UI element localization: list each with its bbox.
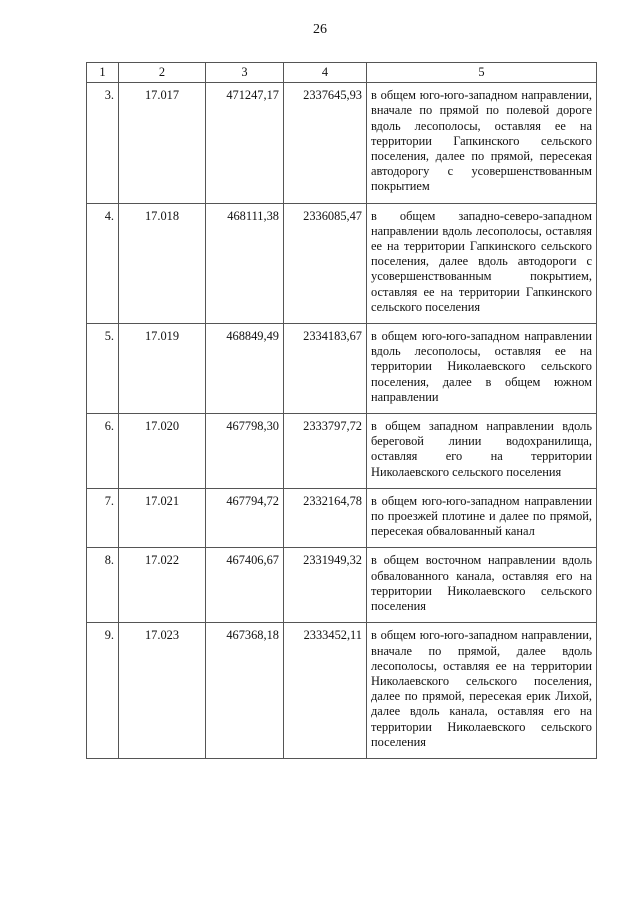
page-number: 26 — [313, 22, 327, 37]
boundary-description: в общем юго-юго-западном направлении по проезжей плотине и далее по прямой, пересекая обвалованный канал — [367, 488, 597, 548]
point-code: 17.021 — [119, 488, 206, 548]
boundary-description: в общем западно-северо-западном направлении вдоль лесополосы, оставляя ее на территории Гапкинского сельского поселения, далее вдоль автодороги с усовершенствованным покрытием, оставляя ее на территории Гапкинского сельского поселения — [367, 203, 597, 323]
header-col-2: 2 — [119, 63, 206, 83]
point-code: 17.017 — [119, 83, 206, 203]
boundary-table — [86, 62, 597, 759]
boundary-description: в общем юго-юго-западном направлении вдоль лесополосы, оставляя ее на территории Николаевского сельского поселения, далее в общем южном направлении — [367, 324, 597, 414]
row-number: 8. — [87, 548, 119, 623]
point-code: 17.019 — [119, 324, 206, 414]
coordinate-y: 2336085,47 — [284, 203, 367, 323]
row-number: 4. — [87, 203, 119, 323]
coordinate-x: 467406,67 — [206, 548, 284, 623]
header-col-1: 1 — [87, 63, 119, 83]
coordinate-x: 467794,72 — [206, 488, 284, 548]
table-row — [87, 324, 597, 414]
table-row — [87, 203, 597, 323]
coordinate-y: 2331949,32 — [284, 548, 367, 623]
coordinate-x: 467368,18 — [206, 623, 284, 759]
boundary-description: в общем юго-юго-западном направлении, вначале по прямой по полевой дороге вдоль лесополосы, оставляя ее на территории Гапкинского сельского поселения, далее по прямой, пересекая автодорогу с усовершенствованным покрытием — [367, 83, 597, 203]
coordinate-y: 2332164,78 — [284, 488, 367, 548]
table-header-row — [87, 63, 597, 83]
table-row — [87, 83, 597, 203]
boundary-description: в общем западном направлении вдоль береговой линии водохранилища, оставляя его на территории Николаевского сельского поселения — [367, 414, 597, 489]
coordinate-y: 2333452,11 — [284, 623, 367, 759]
point-code: 17.020 — [119, 414, 206, 489]
coordinate-x: 468111,38 — [206, 203, 284, 323]
row-number: 5. — [87, 324, 119, 414]
coordinate-x: 471247,17 — [206, 83, 284, 203]
row-number: 3. — [87, 83, 119, 203]
table-row — [87, 623, 597, 759]
point-code: 17.023 — [119, 623, 206, 759]
coordinate-y: 2337645,93 — [284, 83, 367, 203]
coordinate-y: 2334183,67 — [284, 324, 367, 414]
header-col-4: 4 — [284, 63, 367, 83]
coordinate-x: 467798,30 — [206, 414, 284, 489]
table-row — [87, 548, 597, 623]
table-row — [87, 414, 597, 489]
row-number: 9. — [87, 623, 119, 759]
header-col-3: 3 — [206, 63, 284, 83]
table-row — [87, 488, 597, 548]
boundary-description: в общем юго-юго-западном направлении, вначале по прямой, далее вдоль лесополосы, оставляя ее на территории Николаевского сельского поселения, далее по прямой, пересекая ерик Лихой, далее вдоль канала, оставляя его на территории Николаевского сельского поселения — [367, 623, 597, 759]
row-number: 7. — [87, 488, 119, 548]
point-code: 17.018 — [119, 203, 206, 323]
row-number: 6. — [87, 414, 119, 489]
boundary-description: в общем восточном направлении вдоль обвалованного канала, оставляя его на территории Николаевского сельского поселения — [367, 548, 597, 623]
point-code: 17.022 — [119, 548, 206, 623]
coordinate-x: 468849,49 — [206, 324, 284, 414]
header-col-5: 5 — [367, 63, 597, 83]
coordinate-y: 2333797,72 — [284, 414, 367, 489]
